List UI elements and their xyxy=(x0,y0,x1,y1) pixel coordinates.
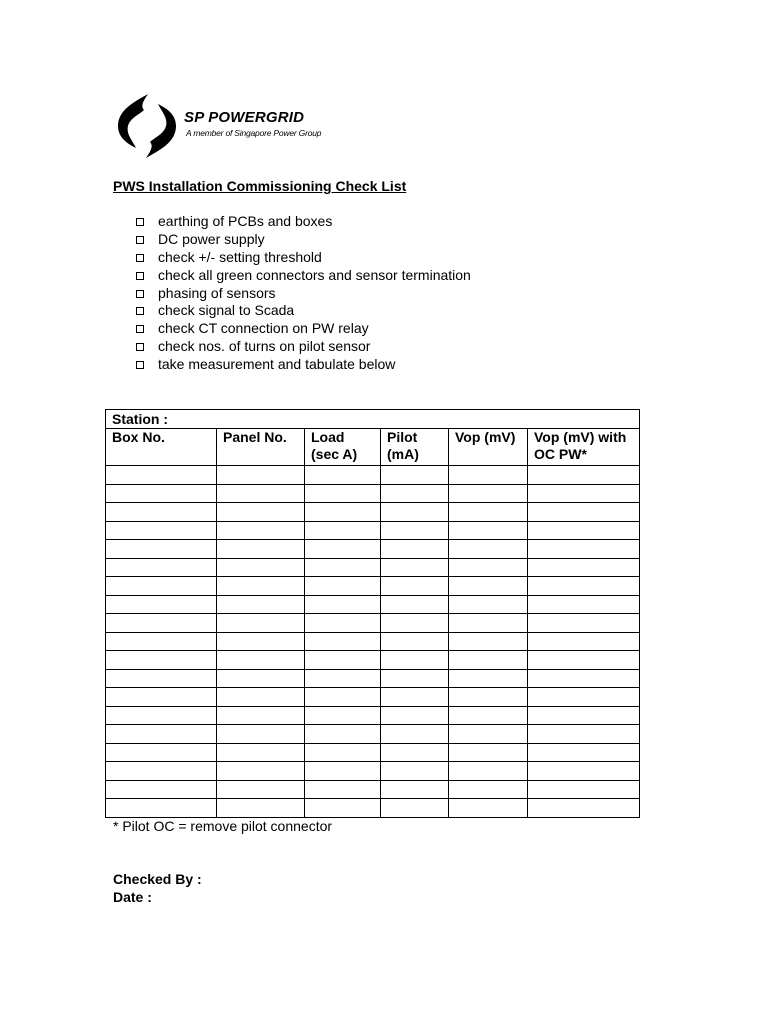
table-row xyxy=(106,614,640,633)
table-cell xyxy=(528,540,640,559)
table-cell xyxy=(449,725,528,744)
table-cell xyxy=(381,743,449,762)
table-cell xyxy=(305,484,381,503)
table-cell xyxy=(217,503,305,522)
table-cell xyxy=(217,743,305,762)
checklist xyxy=(136,213,471,374)
checklist-item: check signal to Scada xyxy=(136,302,471,320)
table-cell xyxy=(106,466,217,485)
table-cell xyxy=(305,762,381,781)
table-cell xyxy=(528,614,640,633)
table-cell xyxy=(106,540,217,559)
table-row xyxy=(106,484,640,503)
table-cell xyxy=(381,725,449,744)
table-cell xyxy=(381,595,449,614)
table-cell xyxy=(217,466,305,485)
table-cell xyxy=(106,688,217,707)
table-cell xyxy=(449,780,528,799)
table-cell xyxy=(528,651,640,670)
table-cell xyxy=(449,558,528,577)
table-row xyxy=(106,762,640,781)
table-cell xyxy=(106,799,217,818)
checklist-item: earthing of PCBs and boxes xyxy=(136,213,471,231)
table-cell xyxy=(528,669,640,688)
table-cell xyxy=(305,577,381,596)
table-row xyxy=(106,632,640,651)
table-cell xyxy=(217,799,305,818)
table-cell xyxy=(106,706,217,725)
table-cell xyxy=(305,799,381,818)
column-header: Vop (mV) xyxy=(449,429,528,466)
table-cell xyxy=(381,614,449,633)
table-cell xyxy=(528,780,640,799)
table-cell xyxy=(381,540,449,559)
table-cell xyxy=(305,725,381,744)
table-cell xyxy=(217,780,305,799)
checkbox-icon xyxy=(136,218,144,226)
table-cell xyxy=(106,521,217,540)
column-header: Pilot (mA) xyxy=(381,429,449,466)
table-row xyxy=(106,651,640,670)
date-label: Date : xyxy=(113,889,152,905)
table-cell xyxy=(381,762,449,781)
checkbox-icon xyxy=(136,343,144,351)
table-cell xyxy=(106,558,217,577)
table-cell xyxy=(305,614,381,633)
table-row xyxy=(106,466,640,485)
table-cell xyxy=(217,558,305,577)
table-row xyxy=(106,521,640,540)
table-cell xyxy=(449,540,528,559)
document-title: PWS Installation Commissioning Check List xyxy=(113,178,407,194)
table-cell xyxy=(528,743,640,762)
table-cell xyxy=(217,706,305,725)
checkbox-icon xyxy=(136,361,144,369)
column-header: Panel No. xyxy=(217,429,305,466)
table-cell xyxy=(217,632,305,651)
table-row xyxy=(106,503,640,522)
checkbox-icon xyxy=(136,272,144,280)
checklist-item: phasing of sensors xyxy=(136,285,471,303)
table-cell xyxy=(449,688,528,707)
checklist-item: DC power supply xyxy=(136,231,471,249)
checkbox-icon xyxy=(136,254,144,262)
table-cell xyxy=(106,595,217,614)
checkbox-icon xyxy=(136,307,144,315)
table-cell xyxy=(528,466,640,485)
table-cell xyxy=(106,780,217,799)
table-row xyxy=(106,595,640,614)
table-cell xyxy=(106,577,217,596)
table-cell xyxy=(381,503,449,522)
table-row xyxy=(106,669,640,688)
table-cell xyxy=(449,577,528,596)
table-cell xyxy=(528,706,640,725)
table-row xyxy=(106,780,640,799)
table-row xyxy=(106,688,640,707)
table-cell xyxy=(528,558,640,577)
brand-tagline: A member of Singapore Power Group xyxy=(186,128,322,138)
column-header: Vop (mV) with OC PW* xyxy=(528,429,640,466)
table-cell xyxy=(106,632,217,651)
table-row xyxy=(106,706,640,725)
table-cell xyxy=(305,780,381,799)
checklist-item: check nos. of turns on pilot sensor xyxy=(136,338,471,356)
table-cell xyxy=(305,540,381,559)
table-cell xyxy=(305,503,381,522)
table-cell xyxy=(106,669,217,688)
table-cell xyxy=(305,669,381,688)
footnote: * Pilot OC = remove pilot connector xyxy=(113,818,333,834)
table-cell xyxy=(381,577,449,596)
checkbox-icon xyxy=(136,236,144,244)
sp-powergrid-logo-icon xyxy=(114,92,180,160)
table-cell xyxy=(528,595,640,614)
table-row xyxy=(106,725,640,744)
checklist-item: check all green connectors and sensor termination xyxy=(136,267,471,285)
column-header: Load (sec A) xyxy=(305,429,381,466)
table-cell xyxy=(381,706,449,725)
table-cell xyxy=(381,780,449,799)
checked-by-label: Checked By : xyxy=(113,871,202,887)
table-cell xyxy=(449,743,528,762)
table-cell xyxy=(381,688,449,707)
table-cell xyxy=(217,725,305,744)
table-cell xyxy=(305,743,381,762)
table-cell xyxy=(528,688,640,707)
table-row xyxy=(106,799,640,818)
table-cell xyxy=(305,521,381,540)
table-row xyxy=(106,558,640,577)
table-cell xyxy=(381,484,449,503)
checklist-item: check +/- setting threshold xyxy=(136,249,471,267)
table-cell xyxy=(528,799,640,818)
table-cell xyxy=(305,651,381,670)
table-cell xyxy=(305,632,381,651)
table-cell xyxy=(449,595,528,614)
table-cell xyxy=(217,521,305,540)
table-cell xyxy=(381,669,449,688)
table-cell xyxy=(528,725,640,744)
table-cell xyxy=(528,521,640,540)
checkbox-icon xyxy=(136,290,144,298)
table-cell xyxy=(381,651,449,670)
table-body xyxy=(106,466,640,818)
table-cell xyxy=(449,706,528,725)
table-cell xyxy=(106,743,217,762)
checklist-item: take measurement and tabulate below xyxy=(136,356,471,374)
table-cell xyxy=(106,651,217,670)
table-cell xyxy=(305,466,381,485)
checklist-item: check CT connection on PW relay xyxy=(136,320,471,338)
table-cell xyxy=(217,595,305,614)
brand-name: SP POWERGRID xyxy=(184,109,305,126)
table-cell xyxy=(217,762,305,781)
table-cell xyxy=(449,651,528,670)
table-cell xyxy=(449,614,528,633)
table-cell xyxy=(449,466,528,485)
column-header: Box No. xyxy=(106,429,217,466)
table-cell xyxy=(528,762,640,781)
table-cell xyxy=(305,706,381,725)
table-cell xyxy=(217,669,305,688)
table-cell xyxy=(449,669,528,688)
table-cell xyxy=(381,466,449,485)
table-cell xyxy=(217,651,305,670)
table-cell xyxy=(449,521,528,540)
station-label: Station : xyxy=(106,410,640,429)
table-cell xyxy=(381,558,449,577)
table-cell xyxy=(305,558,381,577)
table-cell xyxy=(106,762,217,781)
table-cell xyxy=(217,540,305,559)
table-cell xyxy=(106,614,217,633)
table-cell xyxy=(381,799,449,818)
table-cell xyxy=(528,632,640,651)
table-row xyxy=(106,577,640,596)
measurement-table xyxy=(105,409,640,818)
table-row xyxy=(106,743,640,762)
table-cell xyxy=(106,503,217,522)
table-cell xyxy=(449,503,528,522)
table-cell xyxy=(449,632,528,651)
table-cell xyxy=(449,762,528,781)
checkbox-icon xyxy=(136,325,144,333)
table-cell xyxy=(381,521,449,540)
table-cell xyxy=(305,688,381,707)
table-cell xyxy=(449,484,528,503)
table-cell xyxy=(381,632,449,651)
table-cell xyxy=(106,725,217,744)
table-cell xyxy=(528,503,640,522)
table-cell xyxy=(217,688,305,707)
table-cell xyxy=(217,484,305,503)
table-cell xyxy=(528,484,640,503)
table-cell xyxy=(106,484,217,503)
table-cell xyxy=(217,577,305,596)
table-cell xyxy=(449,799,528,818)
table-row xyxy=(106,540,640,559)
table-cell xyxy=(305,595,381,614)
table-cell xyxy=(217,614,305,633)
table-cell xyxy=(528,577,640,596)
